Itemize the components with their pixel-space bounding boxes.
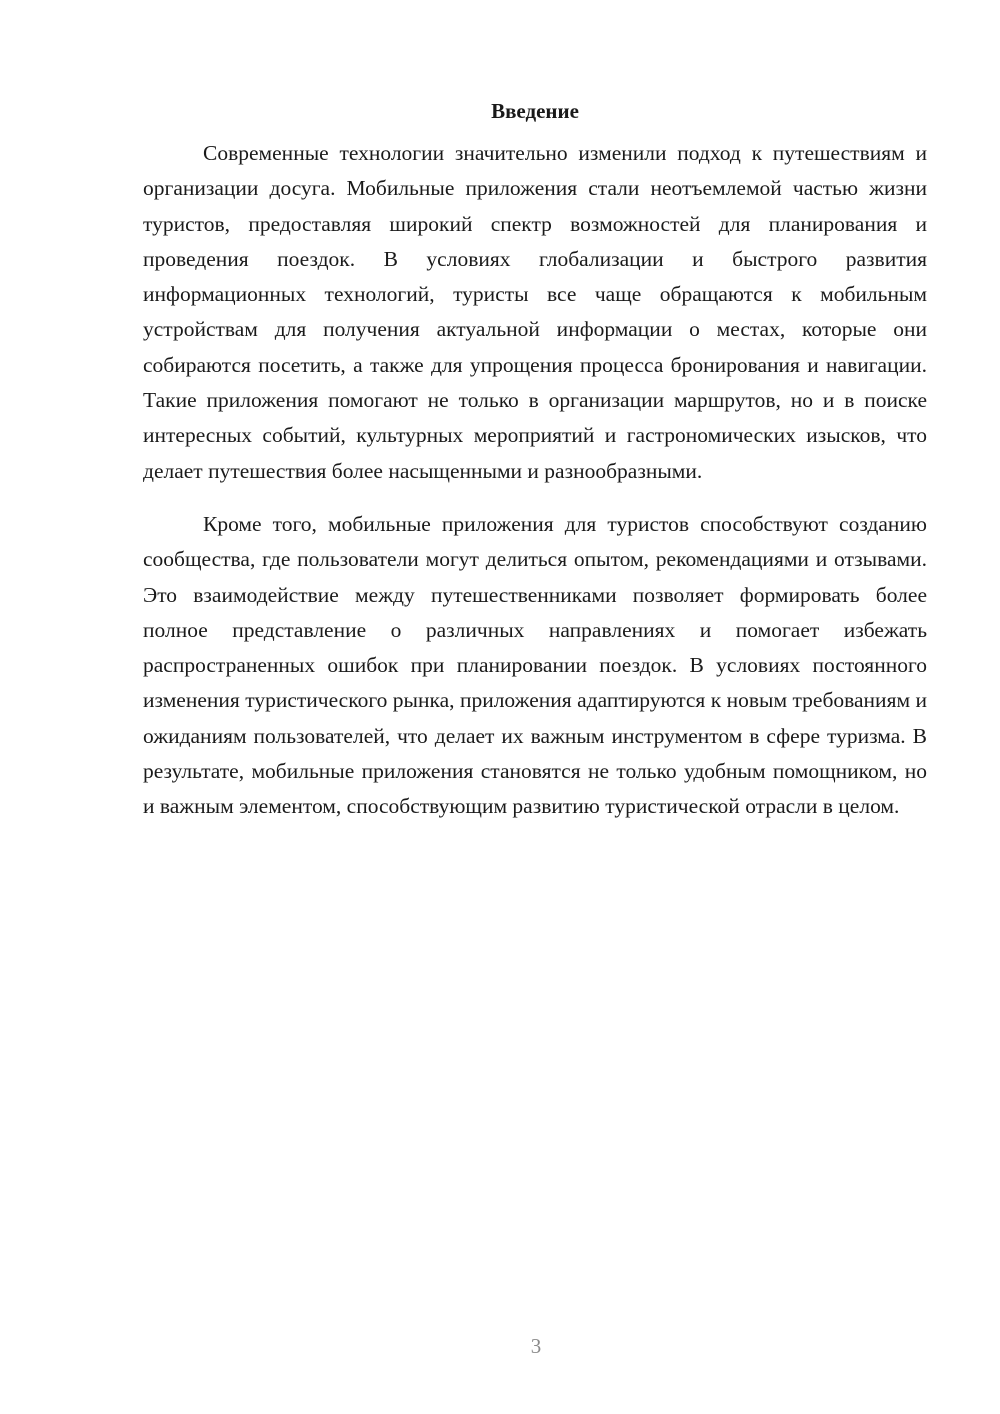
paragraph-1: Современные технологии значительно изменили подход к путешествиям и организации досуга. Мобильные приложения стали неотъемлемой частью жизни туристов, предоставляя широкий спектр возможностей для планирования и проведения поездок. В условиях глобализации и быстрого развития информационных технологий, туристы все чаще обращаются к мобильным устройствам для получения актуальной информации о местах, которые они собираются посетить, а также для упрощения процесса бронирования и навигации. Такие приложения помогают не только в организации маршрутов, но и в поиске интересных событий, культурных мероприятий и гастрономических изысков, что делает путешествия более насыщенными и разнообразными.	[143, 141, 927, 483]
page-content	[143, 96, 927, 825]
paragraph-2: Кроме того, мобильные приложения для туристов способствуют созданию сообщества, где пользователи могут делиться опытом, рекомендациями и отзывами. Это взаимодействие между путешественниками позволяет формировать более полное представление о различных направлениях и помогает избежать распространенных ошибок при планировании поездок. В условиях постоянного изменения туристического рынка, приложения адаптируются к новым требованиям и ожиданиям пользователей, что делает их важным инструментом в сфере туризма. В результате, мобильные приложения становятся не только удобным помощником, но и важным элементом, способствующим развитию туристической отрасли в целом.	[143, 511, 927, 819]
section-title: Введение	[491, 99, 579, 123]
page-number: 3	[530, 1334, 542, 1358]
